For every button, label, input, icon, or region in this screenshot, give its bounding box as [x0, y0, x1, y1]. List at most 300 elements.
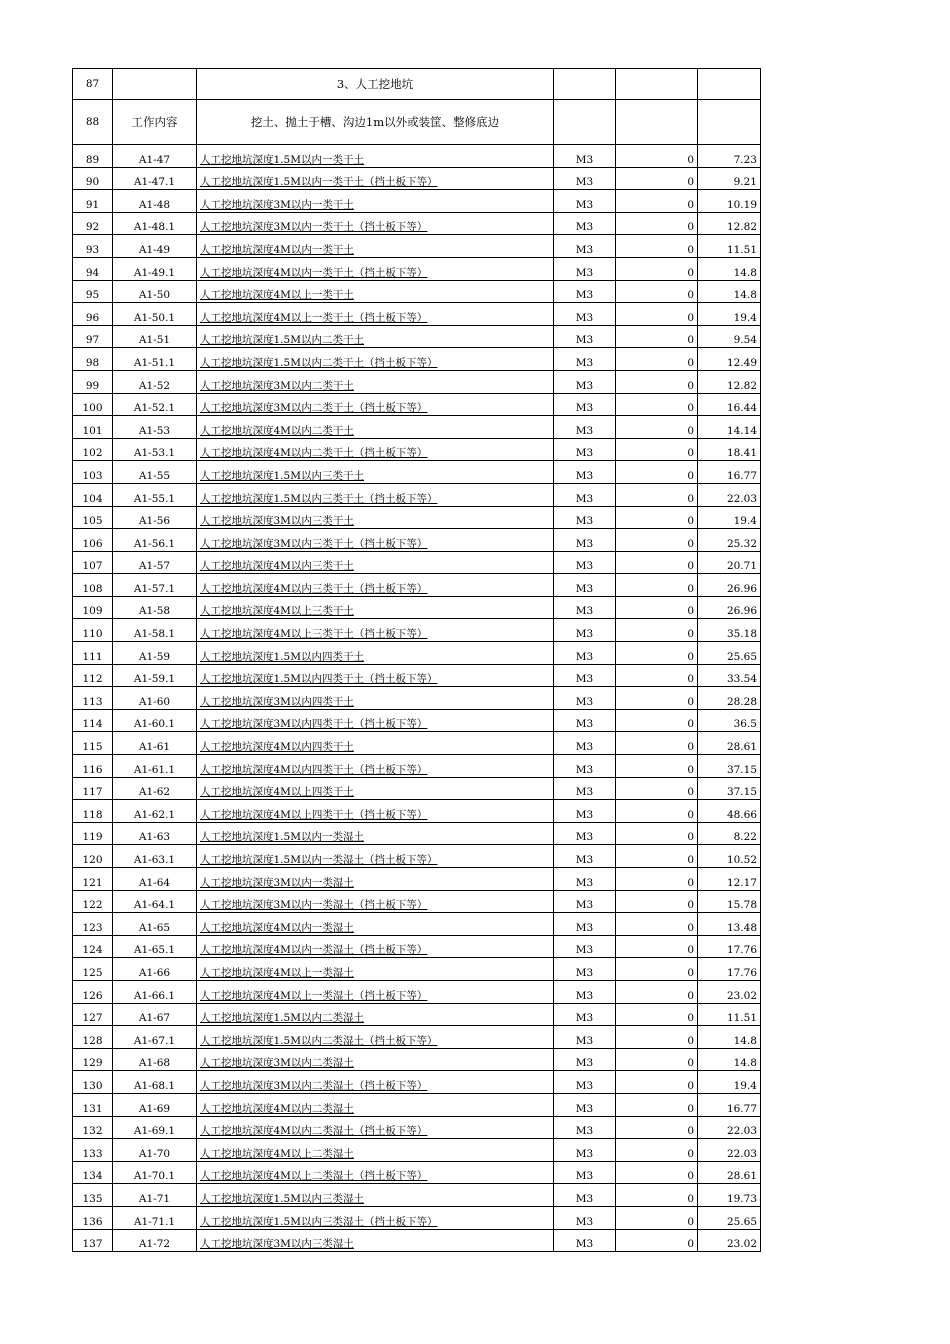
quota-code[interactable]: A1-59 — [113, 642, 197, 665]
unit-cell[interactable]: M3 — [554, 1003, 616, 1026]
quantity-cell[interactable]: 0 — [616, 845, 698, 868]
row-number[interactable]: 133 — [73, 1139, 113, 1162]
unit-cell[interactable]: M3 — [554, 461, 616, 484]
quantity-cell[interactable] — [616, 100, 698, 145]
item-description[interactable] — [197, 687, 554, 710]
row-number[interactable]: 97 — [73, 325, 113, 348]
row-number[interactable]: 92 — [73, 212, 113, 235]
unit-cell[interactable]: M3 — [554, 1116, 616, 1139]
unit-cell[interactable]: M3 — [554, 506, 616, 529]
row-number[interactable]: 88 — [73, 100, 113, 145]
unit-cell[interactable]: M3 — [554, 1139, 616, 1162]
item-description[interactable] — [197, 1161, 554, 1184]
quantity-cell[interactable]: 0 — [616, 596, 698, 619]
row-number[interactable]: 96 — [73, 303, 113, 326]
price-cell[interactable]: 23.02 — [698, 980, 761, 1003]
unit-cell[interactable]: M3 — [554, 913, 616, 936]
code-cell[interactable] — [113, 69, 197, 100]
quota-code[interactable]: A1-52.1 — [113, 393, 197, 416]
quota-code[interactable]: A1-55 — [113, 461, 197, 484]
row-number[interactable]: 110 — [73, 619, 113, 642]
unit-cell[interactable]: M3 — [554, 755, 616, 778]
item-description[interactable] — [197, 1116, 554, 1139]
item-description[interactable] — [197, 257, 554, 280]
unit-cell[interactable]: M3 — [554, 325, 616, 348]
quantity-cell[interactable]: 0 — [616, 461, 698, 484]
unit-cell[interactable]: M3 — [554, 596, 616, 619]
quota-code[interactable]: A1-69 — [113, 1093, 197, 1116]
quantity-cell[interactable]: 0 — [616, 370, 698, 393]
unit-cell[interactable]: M3 — [554, 574, 616, 597]
unit-cell[interactable]: M3 — [554, 845, 616, 868]
row-number[interactable]: 113 — [73, 687, 113, 710]
row-number[interactable]: 130 — [73, 1071, 113, 1094]
quota-code[interactable]: A1-71 — [113, 1184, 197, 1207]
item-description[interactable] — [197, 1184, 554, 1207]
price-cell[interactable]: 20.71 — [698, 551, 761, 574]
price-cell[interactable]: 25.32 — [698, 529, 761, 552]
row-number[interactable]: 100 — [73, 393, 113, 416]
item-description[interactable] — [197, 574, 554, 597]
price-cell[interactable]: 22.03 — [698, 483, 761, 506]
price-cell[interactable]: 7.23 — [698, 145, 761, 168]
price-cell[interactable]: 28.61 — [698, 732, 761, 755]
unit-cell[interactable]: M3 — [554, 642, 616, 665]
price-cell[interactable]: 10.19 — [698, 190, 761, 213]
item-description[interactable] — [197, 664, 554, 687]
price-cell[interactable]: 25.65 — [698, 642, 761, 665]
quota-code[interactable]: A1-48 — [113, 190, 197, 213]
item-description[interactable] — [197, 980, 554, 1003]
row-number[interactable]: 132 — [73, 1116, 113, 1139]
item-description[interactable] — [197, 506, 554, 529]
quota-code[interactable]: A1-70.1 — [113, 1161, 197, 1184]
item-description[interactable] — [197, 145, 554, 168]
quota-code[interactable]: A1-63 — [113, 822, 197, 845]
work-content-label[interactable]: 工作内容 — [113, 100, 197, 145]
quantity-cell[interactable]: 0 — [616, 868, 698, 891]
unit-cell[interactable]: M3 — [554, 167, 616, 190]
quota-code[interactable]: A1-64.1 — [113, 890, 197, 913]
quota-code[interactable]: A1-51 — [113, 325, 197, 348]
quota-code[interactable]: A1-58 — [113, 596, 197, 619]
row-number[interactable]: 98 — [73, 348, 113, 371]
row-number[interactable]: 90 — [73, 167, 113, 190]
quantity-cell[interactable]: 0 — [616, 483, 698, 506]
row-number[interactable]: 108 — [73, 574, 113, 597]
row-number[interactable]: 116 — [73, 755, 113, 778]
item-description[interactable] — [197, 370, 554, 393]
unit-cell[interactable]: M3 — [554, 777, 616, 800]
price-cell[interactable]: 14.14 — [698, 416, 761, 439]
quantity-cell[interactable]: 0 — [616, 145, 698, 168]
quantity-cell[interactable]: 0 — [616, 325, 698, 348]
price-cell[interactable]: 23.02 — [698, 1229, 761, 1252]
item-description[interactable] — [197, 1229, 554, 1252]
quantity-cell[interactable]: 0 — [616, 257, 698, 280]
quantity-cell[interactable]: 0 — [616, 777, 698, 800]
quantity-cell[interactable]: 0 — [616, 303, 698, 326]
price-cell[interactable]: 19.4 — [698, 1071, 761, 1094]
quantity-cell[interactable]: 0 — [616, 890, 698, 913]
item-description[interactable] — [197, 732, 554, 755]
quantity-cell[interactable]: 0 — [616, 1139, 698, 1162]
row-number[interactable]: 126 — [73, 980, 113, 1003]
quota-code[interactable]: A1-61.1 — [113, 755, 197, 778]
unit-cell[interactable]: M3 — [554, 822, 616, 845]
item-description[interactable] — [197, 596, 554, 619]
quantity-cell[interactable]: 0 — [616, 709, 698, 732]
price-cell[interactable]: 19.4 — [698, 303, 761, 326]
work-content-text[interactable]: 挖土、抛土于槽、沟边1m以外或装筐、整修底边 — [197, 100, 554, 145]
quantity-cell[interactable]: 0 — [616, 438, 698, 461]
price-cell[interactable]: 25.65 — [698, 1206, 761, 1229]
unit-cell[interactable]: M3 — [554, 393, 616, 416]
quota-code[interactable]: A1-53 — [113, 416, 197, 439]
quota-code[interactable]: A1-60.1 — [113, 709, 197, 732]
unit-cell[interactable]: M3 — [554, 280, 616, 303]
unit-cell[interactable]: M3 — [554, 1229, 616, 1252]
row-number[interactable]: 118 — [73, 800, 113, 823]
item-description[interactable] — [197, 303, 554, 326]
price-cell[interactable]: 11.51 — [698, 235, 761, 258]
price-cell[interactable]: 14.8 — [698, 280, 761, 303]
item-description[interactable] — [197, 868, 554, 891]
row-number[interactable]: 94 — [73, 257, 113, 280]
item-description[interactable] — [197, 438, 554, 461]
row-number[interactable]: 124 — [73, 935, 113, 958]
unit-cell[interactable]: M3 — [554, 687, 616, 710]
quota-code[interactable]: A1-70 — [113, 1139, 197, 1162]
quota-code[interactable]: A1-57 — [113, 551, 197, 574]
item-description[interactable] — [197, 1093, 554, 1116]
quota-code[interactable]: A1-48.1 — [113, 212, 197, 235]
price-cell[interactable]: 37.15 — [698, 755, 761, 778]
price-cell[interactable]: 14.8 — [698, 257, 761, 280]
item-description[interactable] — [197, 393, 554, 416]
price-cell[interactable]: 12.49 — [698, 348, 761, 371]
unit-cell[interactable]: M3 — [554, 958, 616, 981]
unit-cell[interactable]: M3 — [554, 935, 616, 958]
unit-cell[interactable]: M3 — [554, 1161, 616, 1184]
quantity-cell[interactable]: 0 — [616, 190, 698, 213]
quota-code[interactable]: A1-57.1 — [113, 574, 197, 597]
price-cell[interactable]: 18.41 — [698, 438, 761, 461]
row-number[interactable]: 137 — [73, 1229, 113, 1252]
quantity-cell[interactable]: 0 — [616, 642, 698, 665]
price-cell[interactable]: 8.22 — [698, 822, 761, 845]
quantity-cell[interactable]: 0 — [616, 755, 698, 778]
unit-cell[interactable]: M3 — [554, 619, 616, 642]
item-description[interactable] — [197, 483, 554, 506]
quota-code[interactable]: A1-66 — [113, 958, 197, 981]
quantity-cell[interactable]: 0 — [616, 167, 698, 190]
quantity-cell[interactable]: 0 — [616, 506, 698, 529]
quantity-cell[interactable]: 0 — [616, 913, 698, 936]
quantity-cell[interactable]: 0 — [616, 416, 698, 439]
item-description[interactable] — [197, 619, 554, 642]
row-number[interactable]: 127 — [73, 1003, 113, 1026]
row-number[interactable]: 131 — [73, 1093, 113, 1116]
price-cell[interactable]: 19.4 — [698, 506, 761, 529]
item-description[interactable] — [197, 1048, 554, 1071]
quota-code[interactable]: A1-49 — [113, 235, 197, 258]
quantity-cell[interactable]: 0 — [616, 800, 698, 823]
row-number[interactable]: 136 — [73, 1206, 113, 1229]
price-cell[interactable]: 26.96 — [698, 574, 761, 597]
quantity-cell[interactable]: 0 — [616, 529, 698, 552]
unit-cell[interactable]: M3 — [554, 529, 616, 552]
item-description[interactable] — [197, 529, 554, 552]
unit-cell[interactable]: M3 — [554, 257, 616, 280]
row-number[interactable]: 134 — [73, 1161, 113, 1184]
quota-code[interactable]: A1-64 — [113, 868, 197, 891]
quantity-cell[interactable]: 0 — [616, 1026, 698, 1049]
price-cell[interactable]: 14.8 — [698, 1048, 761, 1071]
quota-code[interactable]: A1-49.1 — [113, 257, 197, 280]
quantity-cell[interactable]: 0 — [616, 980, 698, 1003]
quota-code[interactable]: A1-59.1 — [113, 664, 197, 687]
row-number[interactable]: 95 — [73, 280, 113, 303]
unit-cell[interactable]: M3 — [554, 303, 616, 326]
unit-cell[interactable]: M3 — [554, 980, 616, 1003]
price-cell[interactable]: 14.8 — [698, 1026, 761, 1049]
quantity-cell[interactable]: 0 — [616, 619, 698, 642]
quantity-cell[interactable]: 0 — [616, 1093, 698, 1116]
item-description[interactable] — [197, 416, 554, 439]
item-description[interactable] — [197, 935, 554, 958]
quantity-cell[interactable]: 0 — [616, 664, 698, 687]
row-number[interactable]: 125 — [73, 958, 113, 981]
quota-code[interactable]: A1-62.1 — [113, 800, 197, 823]
item-description[interactable] — [197, 755, 554, 778]
price-cell[interactable]: 12.82 — [698, 212, 761, 235]
quota-code[interactable]: A1-58.1 — [113, 619, 197, 642]
quota-code[interactable]: A1-62 — [113, 777, 197, 800]
item-description[interactable] — [197, 1071, 554, 1094]
price-cell[interactable]: 10.52 — [698, 845, 761, 868]
item-description[interactable] — [197, 235, 554, 258]
unit-cell[interactable]: M3 — [554, 890, 616, 913]
item-description[interactable] — [197, 800, 554, 823]
quota-code[interactable]: A1-65.1 — [113, 935, 197, 958]
quota-code[interactable]: A1-51.1 — [113, 348, 197, 371]
quantity-cell[interactable]: 0 — [616, 1184, 698, 1207]
item-description[interactable] — [197, 167, 554, 190]
quantity-cell[interactable]: 0 — [616, 687, 698, 710]
unit-cell[interactable]: M3 — [554, 370, 616, 393]
unit-cell[interactable]: M3 — [554, 416, 616, 439]
item-description[interactable] — [197, 461, 554, 484]
quota-code[interactable]: A1-55.1 — [113, 483, 197, 506]
row-number[interactable]: 101 — [73, 416, 113, 439]
item-description[interactable] — [197, 280, 554, 303]
unit-cell[interactable]: M3 — [554, 1206, 616, 1229]
price-cell[interactable]: 9.54 — [698, 325, 761, 348]
item-description[interactable] — [197, 913, 554, 936]
quantity-cell[interactable]: 0 — [616, 393, 698, 416]
price-cell[interactable]: 19.73 — [698, 1184, 761, 1207]
unit-cell[interactable]: M3 — [554, 800, 616, 823]
row-number[interactable]: 129 — [73, 1048, 113, 1071]
quota-code[interactable]: A1-47.1 — [113, 167, 197, 190]
item-description[interactable] — [197, 642, 554, 665]
quota-code[interactable]: A1-71.1 — [113, 1206, 197, 1229]
quota-code[interactable]: A1-60 — [113, 687, 197, 710]
price-cell[interactable]: 16.77 — [698, 461, 761, 484]
quota-code[interactable]: A1-66.1 — [113, 980, 197, 1003]
unit-cell[interactable]: M3 — [554, 664, 616, 687]
quantity-cell[interactable]: 0 — [616, 935, 698, 958]
row-number[interactable]: 123 — [73, 913, 113, 936]
row-number[interactable]: 89 — [73, 145, 113, 168]
unit-cell[interactable]: M3 — [554, 732, 616, 755]
price-cell[interactable]: 16.77 — [698, 1093, 761, 1116]
item-description[interactable] — [197, 709, 554, 732]
quota-code[interactable]: A1-61 — [113, 732, 197, 755]
price-cell[interactable]: 11.51 — [698, 1003, 761, 1026]
price-cell[interactable]: 13.48 — [698, 913, 761, 936]
quota-code[interactable]: A1-47 — [113, 145, 197, 168]
row-number[interactable]: 103 — [73, 461, 113, 484]
quantity-cell[interactable]: 0 — [616, 1206, 698, 1229]
quantity-cell[interactable]: 0 — [616, 212, 698, 235]
price-cell[interactable]: 37.15 — [698, 777, 761, 800]
price-cell[interactable]: 36.5 — [698, 709, 761, 732]
unit-cell[interactable]: M3 — [554, 551, 616, 574]
quota-code[interactable]: A1-50 — [113, 280, 197, 303]
row-number[interactable]: 99 — [73, 370, 113, 393]
item-description[interactable] — [197, 212, 554, 235]
price-cell[interactable]: 33.54 — [698, 664, 761, 687]
item-description[interactable] — [197, 348, 554, 371]
quantity-cell[interactable]: 0 — [616, 574, 698, 597]
price-cell[interactable]: 12.82 — [698, 370, 761, 393]
price-cell[interactable]: 22.03 — [698, 1116, 761, 1139]
row-number[interactable]: 111 — [73, 642, 113, 665]
price-cell[interactable]: 12.17 — [698, 868, 761, 891]
row-number[interactable]: 115 — [73, 732, 113, 755]
row-number[interactable]: 106 — [73, 529, 113, 552]
quota-code[interactable]: A1-50.1 — [113, 303, 197, 326]
quota-code[interactable]: A1-63.1 — [113, 845, 197, 868]
row-number[interactable]: 117 — [73, 777, 113, 800]
unit-cell[interactable]: M3 — [554, 348, 616, 371]
quantity-cell[interactable]: 0 — [616, 1048, 698, 1071]
row-number[interactable]: 122 — [73, 890, 113, 913]
row-number[interactable]: 114 — [73, 709, 113, 732]
unit-cell[interactable]: M3 — [554, 483, 616, 506]
item-description[interactable] — [197, 190, 554, 213]
price-cell[interactable]: 17.76 — [698, 935, 761, 958]
quota-code[interactable]: A1-65 — [113, 913, 197, 936]
quota-code[interactable]: A1-52 — [113, 370, 197, 393]
quota-code[interactable]: A1-53.1 — [113, 438, 197, 461]
unit-cell[interactable]: M3 — [554, 438, 616, 461]
price-cell[interactable]: 26.96 — [698, 596, 761, 619]
price-cell[interactable]: 35.18 — [698, 619, 761, 642]
item-description[interactable] — [197, 777, 554, 800]
price-cell[interactable] — [698, 69, 761, 100]
row-number[interactable]: 119 — [73, 822, 113, 845]
price-cell[interactable]: 28.61 — [698, 1161, 761, 1184]
unit-cell[interactable]: M3 — [554, 868, 616, 891]
unit-cell[interactable] — [554, 100, 616, 145]
row-number[interactable]: 135 — [73, 1184, 113, 1207]
quantity-cell[interactable]: 0 — [616, 348, 698, 371]
price-cell[interactable]: 22.03 — [698, 1139, 761, 1162]
item-description[interactable] — [197, 1026, 554, 1049]
row-number[interactable]: 105 — [73, 506, 113, 529]
row-number[interactable]: 91 — [73, 190, 113, 213]
quota-code[interactable]: A1-68.1 — [113, 1071, 197, 1094]
row-number[interactable]: 104 — [73, 483, 113, 506]
row-number[interactable]: 121 — [73, 868, 113, 891]
item-description[interactable] — [197, 325, 554, 348]
quantity-cell[interactable]: 0 — [616, 958, 698, 981]
item-description[interactable] — [197, 1139, 554, 1162]
quantity-cell[interactable]: 0 — [616, 1071, 698, 1094]
quantity-cell[interactable]: 0 — [616, 1116, 698, 1139]
item-description[interactable] — [197, 845, 554, 868]
unit-cell[interactable]: M3 — [554, 1093, 616, 1116]
price-cell[interactable]: 48.66 — [698, 800, 761, 823]
quantity-cell[interactable]: 0 — [616, 822, 698, 845]
unit-cell[interactable] — [554, 69, 616, 100]
price-cell[interactable]: 17.76 — [698, 958, 761, 981]
unit-cell[interactable]: M3 — [554, 709, 616, 732]
price-cell[interactable] — [698, 100, 761, 145]
quantity-cell[interactable]: 0 — [616, 732, 698, 755]
row-number[interactable]: 93 — [73, 235, 113, 258]
unit-cell[interactable]: M3 — [554, 235, 616, 258]
quantity-cell[interactable] — [616, 69, 698, 100]
quota-code[interactable]: A1-67 — [113, 1003, 197, 1026]
item-description[interactable] — [197, 958, 554, 981]
quantity-cell[interactable]: 0 — [616, 1003, 698, 1026]
price-cell[interactable]: 16.44 — [698, 393, 761, 416]
price-cell[interactable]: 28.28 — [698, 687, 761, 710]
row-number[interactable]: 102 — [73, 438, 113, 461]
row-number[interactable]: 120 — [73, 845, 113, 868]
quantity-cell[interactable]: 0 — [616, 1161, 698, 1184]
quota-code[interactable]: A1-56.1 — [113, 529, 197, 552]
quota-code[interactable]: A1-67.1 — [113, 1026, 197, 1049]
item-description[interactable] — [197, 551, 554, 574]
unit-cell[interactable]: M3 — [554, 1026, 616, 1049]
item-description[interactable] — [197, 822, 554, 845]
item-description[interactable] — [197, 1003, 554, 1026]
section-title[interactable]: 3、人工挖地坑 — [197, 69, 554, 100]
row-number[interactable]: 109 — [73, 596, 113, 619]
quantity-cell[interactable]: 0 — [616, 551, 698, 574]
unit-cell[interactable]: M3 — [554, 1048, 616, 1071]
price-cell[interactable]: 15.78 — [698, 890, 761, 913]
quota-code[interactable]: A1-69.1 — [113, 1116, 197, 1139]
row-number[interactable]: 112 — [73, 664, 113, 687]
quota-code[interactable]: A1-72 — [113, 1229, 197, 1252]
quantity-cell[interactable]: 0 — [616, 1229, 698, 1252]
quantity-cell[interactable]: 0 — [616, 235, 698, 258]
quantity-cell[interactable]: 0 — [616, 280, 698, 303]
unit-cell[interactable]: M3 — [554, 190, 616, 213]
quota-code[interactable]: A1-56 — [113, 506, 197, 529]
row-number[interactable]: 107 — [73, 551, 113, 574]
unit-cell[interactable]: M3 — [554, 1184, 616, 1207]
price-cell[interactable]: 9.21 — [698, 167, 761, 190]
item-description[interactable] — [197, 890, 554, 913]
row-number[interactable]: 128 — [73, 1026, 113, 1049]
